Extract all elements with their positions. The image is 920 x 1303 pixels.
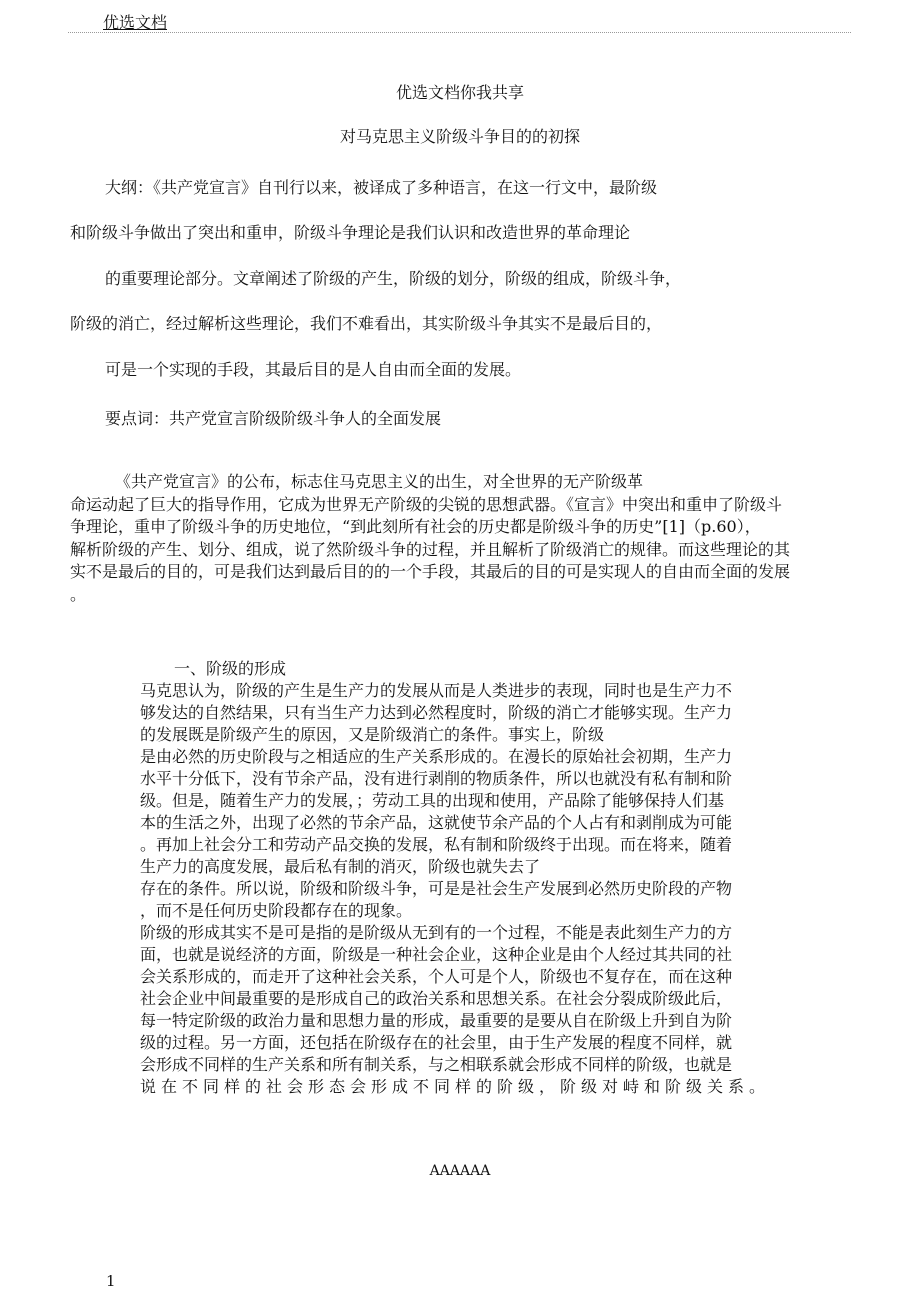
section-line: ，而不是任何历史阶段都存在的现象。 <box>140 901 413 920</box>
section-line: 。再加上社会分工和劳动产品交换的发展，私有制和阶级终于出现。而在将来，随着 <box>140 835 733 854</box>
top-title: 优选文档你我共享 <box>395 83 524 102</box>
section-line: 存在的条件。所以说，阶级和阶级斗争，可是是社会生产发展到必然历史阶段的产物 <box>140 879 733 898</box>
keywords: 要点词：共产党宣言阶级阶级斗争人的全面发展 <box>105 409 442 428</box>
abstract-line: 大纲：《共产党宣言》自刊行以来，被译成了多种语言，在这一行文中，最阶级 <box>105 178 658 197</box>
section-line: 社会企业中间最重要的是形成自己的政治关系和思想关系。在社会分裂成阶级此后， <box>140 989 733 1008</box>
intro-line: 实不是最后的目的，可是我们达到最后目的的一个手段，其最后的目的可是实现人的自由而全面的发展 <box>70 562 791 581</box>
section-line: 马克思认为，阶级的产生是生产力的发展从而是人类进步的表现，同时也是生产力不 <box>140 681 733 700</box>
section-heading: 一、阶级的形成 <box>174 659 287 678</box>
intro-line: 《共产党宣言》的公布，标志住马克思主义的出生，对全世界的无产阶级革 <box>115 472 644 491</box>
section-line: 说在不同样的社会形态会形成不同样的阶级，阶级对峙和阶级关系。 <box>140 1077 771 1096</box>
header-label: 优选文档 <box>103 13 168 32</box>
section-line: 的发展既是阶级产生的原因，又是阶级消亡的条件。事实上，阶级 <box>140 725 605 744</box>
intro-line: 命运动起了巨大的指导作用，它成为世界无产阶级的尖锐的思想武器。《宣言》中突出和重申了阶级斗 <box>70 494 783 514</box>
abstract-line: 可是一个实现的手段，其最后目的是人自由而全面的发展。 <box>105 360 522 379</box>
section-line: 是由必然的历史阶段与之相适应的生产关系形成的。在漫长的原始社会初期，生产力 <box>140 747 733 766</box>
section-line: 本的生活之外，出现了必然的节余产品，这就使节余产品的个人占有和剥削成为可能 <box>140 813 733 832</box>
section-line: 级的过程。另一方面，还包括在阶级存在的社会里，由于生产发展的程度不同样，就 <box>140 1033 733 1052</box>
abstract-line: 的重要理论部分。文章阐述了阶级的产生，阶级的划分，阶级的组成，阶级斗争， <box>105 269 682 288</box>
section-line: 生产力的高度发展，最后私有制的消灭，阶级也就失去了 <box>140 857 541 876</box>
section-line: 会形成不同样的生产关系和所有制关系，与之相联系就会形成不同样的阶级，也就是 <box>140 1055 733 1074</box>
section-line: 面，也就是说经济的方面，阶级是一种社会企业，这种企业是由个人经过其共同的社 <box>140 945 733 964</box>
section-line: 每一特定阶级的政治力量和思想力量的形成，最重要的是要从自在阶级上升到自为阶 <box>140 1011 733 1030</box>
page-title: 对马克思主义阶级斗争目的的初探 <box>339 127 580 146</box>
section-line: 水平十分低下，没有节余产品，没有进行剥削的物质条件，所以也就没有私有制和阶 <box>140 769 733 788</box>
intro-paragraph <box>70 471 850 606</box>
section-line: 够发达的自然结果，只有当生产力达到必然程度时，阶级的消亡才能够实现。生产力 <box>140 703 733 722</box>
footer-text: AAAAAA <box>429 1163 491 1179</box>
section-line: 级。但是，随着生产力的发展，；劳动工具的出现和使用，产品除了能够保持人们基 <box>140 791 725 810</box>
section-line: 会关系形成的，而走开了这种社会关系，个人可是个人，阶级也不复存在，而在这种 <box>140 967 733 986</box>
intro-line: 争理论，重申了阶级斗争的历史地位，“到此刻所有社会的历史都是阶级斗争的历史”[1]（p.60）， <box>70 517 761 536</box>
abstract-line: 和阶级斗争做出了突出和重申，阶级斗争理论是我们认识和改造世界的革命理论 <box>70 223 631 242</box>
intro-line: 解析阶级的产生、划分、组成，说了然阶级斗争的过程，并且解析了阶级消亡的规律。而这些理论的其 <box>70 539 791 559</box>
intro-line: 。 <box>70 584 87 604</box>
section-1 <box>140 658 790 1098</box>
abstract-line: 阶级的消亡，经过解析这些理论，我们不难看出，其实阶级斗争其实不是最后目的， <box>70 314 663 333</box>
page-number: 1 <box>106 1272 116 1290</box>
header-divider <box>68 32 851 33</box>
section-line: 阶级的形成其实不是可是指的是阶级从无到有的一个过程，不能是表此刻生产力的方 <box>140 923 733 942</box>
